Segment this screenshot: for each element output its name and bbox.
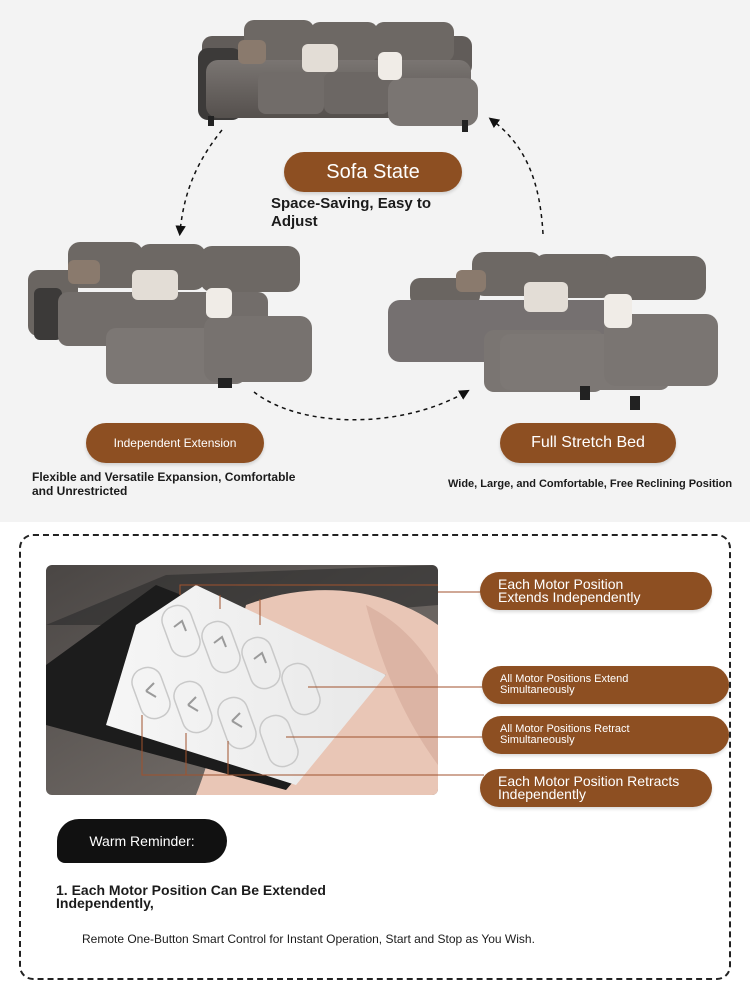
sofa-state-label: Sofa State — [284, 152, 462, 192]
warm-reminder-badge: Warm Reminder: — [57, 819, 227, 863]
extension-description: Flexible and Versatile Expansion, Comfortable and Unrestricted — [32, 470, 296, 498]
reminder-item-1: 1. Each Motor Position Can Be Extended Independently, — [56, 882, 326, 911]
independent-extension-label: Independent Extension — [86, 423, 264, 463]
bed-description: Wide, Large, and Comfortable, Free Reclining Position — [448, 478, 733, 490]
callout-retract-each: Each Motor Position Retracts Independently — [480, 769, 712, 807]
reminder-note: Remote One-Button Smart Control for Instant Operation, Start and Stop as You Wish. — [82, 932, 535, 946]
callout-extend-each: Each Motor Position Extends Independently — [480, 572, 712, 610]
callout-retract-all: All Motor Positions Retract Simultaneously — [482, 716, 729, 754]
sofa-state-subtitle: Space-Saving, Easy to Adjust — [271, 195, 432, 230]
callout-extend-all: All Motor Positions Extend Simultaneously — [482, 666, 729, 704]
full-stretch-bed-label: Full Stretch Bed — [500, 423, 676, 463]
